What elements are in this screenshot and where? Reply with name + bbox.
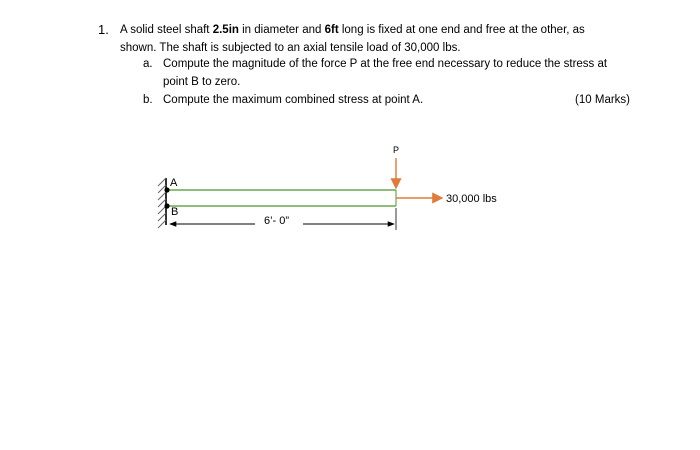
label-b: B bbox=[171, 206, 179, 218]
part-b-text: Compute the maximum combined stress at point A. bbox=[163, 94, 424, 106]
problem-number: 1. bbox=[98, 22, 109, 37]
part-a-marker: a. bbox=[143, 58, 153, 70]
intro-text-2: in diameter and bbox=[238, 24, 325, 36]
shaft bbox=[166, 190, 396, 206]
length-value: 6ft bbox=[324, 24, 339, 36]
tensile-load-label: 30,000 lbs bbox=[446, 193, 497, 205]
label-p: P bbox=[393, 145, 400, 155]
diameter-value: 2.5in bbox=[212, 24, 239, 36]
point-b-dot bbox=[164, 203, 169, 208]
part-b-marker: b. bbox=[143, 94, 153, 106]
part-a-line-1: Compute the magnitude of the force P at the free end necessary to reduce the stress at bbox=[163, 58, 608, 70]
length-label: 6’- 0” bbox=[264, 215, 290, 227]
marks-label: (10 Marks) bbox=[575, 94, 630, 106]
intro-text-1: A solid steel shaft bbox=[120, 24, 213, 36]
part-a-line-2: point B to zero. bbox=[163, 76, 241, 88]
point-a-dot bbox=[164, 187, 169, 192]
intro-line-2: shown. The shaft is subjected to an axial tensile load of 30,000 lbs. bbox=[120, 42, 461, 54]
intro-text-3: long is fixed at one end and free at the other, as bbox=[338, 24, 585, 36]
fixed-support bbox=[158, 178, 166, 228]
label-a: A bbox=[170, 177, 178, 189]
